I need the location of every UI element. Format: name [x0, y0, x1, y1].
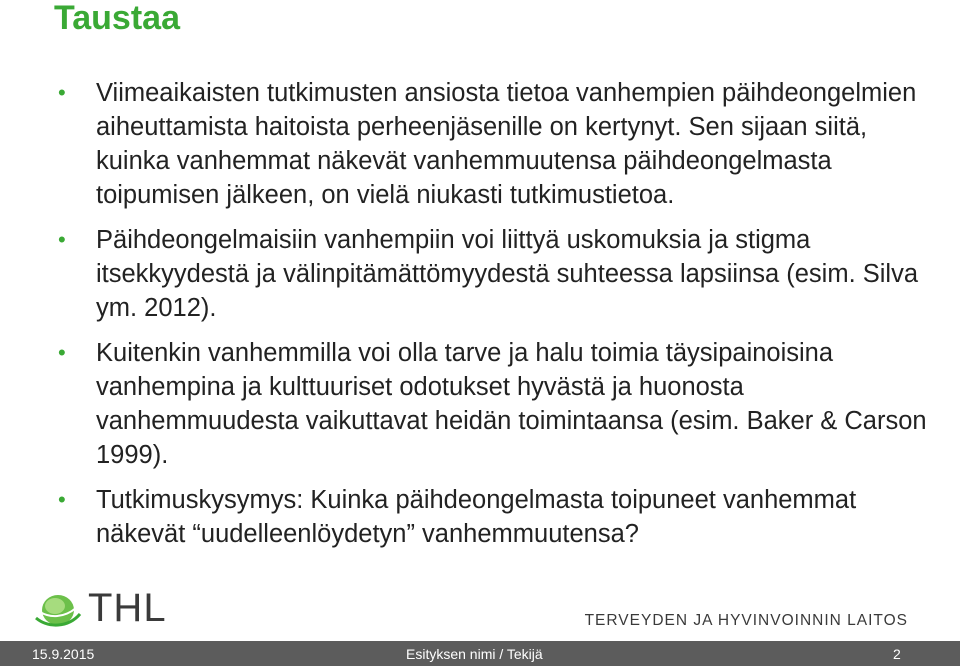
bullet-list [58, 76, 938, 562]
bullet-item [58, 223, 938, 325]
bullet-item [58, 483, 938, 551]
footer-bar [0, 641, 960, 666]
leaf-globe-icon [34, 588, 82, 628]
bullet-marker: • [58, 340, 66, 365]
bullet-item [58, 76, 938, 212]
footer-date: 15.9.2015 [32, 646, 95, 662]
organization-name: TERVEYDEN JA HYVINVOINNIN LAITOS [584, 612, 908, 629]
bullet-text: Tutkimuskysymys: Kuinka päihdeongelmasta toipuneet vanhemmat näkevät “uudelleenlöydetyn” vanhemmuutensa? [96, 486, 857, 548]
bullet-marker: • [58, 487, 66, 512]
logo-text: THL [88, 586, 167, 630]
thl-logo [34, 588, 167, 628]
bullet-text: Päihdeongelmaisiin vanhempiin voi liittyä uskomuksia ja stigma itsekkyydestä ja välinpitämättömyydestä suhteessa lapsiinsa (esim. Silva ym. 2012). [96, 226, 919, 322]
slide-title: Taustaa [54, 0, 180, 37]
bullet-text: Viimeaikaisten tutkimusten ansiosta tietoa vanhempien päihdeongelmien aiheuttamista haitoista perheenjäsenille on kertynyt. Sen sijaan siitä, kuinka vanhemmat näkevät vanhemmuutensa päihdeongelmasta toipumisen jälkeen, on vielä niukasti tutkimustietoa. [96, 79, 917, 209]
bullet-item [58, 336, 938, 472]
bullet-marker: • [58, 227, 66, 252]
bullet-marker: • [58, 80, 66, 105]
bullet-text: Kuitenkin vanhemmilla voi olla tarve ja halu toimia täysipainoisina vanhempina ja kulttuuriset odotukset hyvästä ja huonosta vanhemmuudesta vaikuttavat heidän toimintaansa (esim. Baker & Carson 1999). [96, 339, 927, 469]
footer-presentation-name: Esityksen nimi / Tekijä [406, 646, 543, 662]
footer-page-number: 2 [893, 646, 901, 662]
